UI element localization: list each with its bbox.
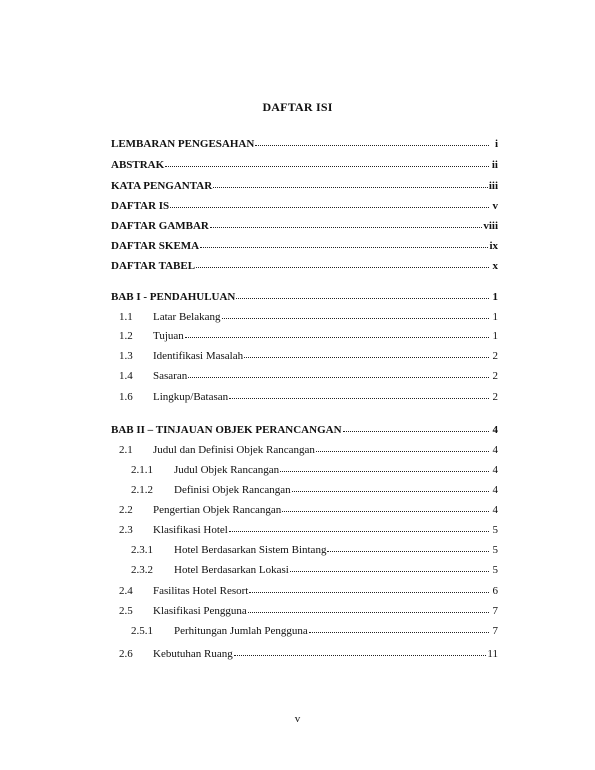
toc-entry-number: 2.3.2 xyxy=(131,564,153,576)
toc-entry-page: viii xyxy=(483,220,498,232)
dot-leader xyxy=(280,462,489,472)
toc-entry-daftar-skema[interactable] xyxy=(111,239,498,253)
dot-leader xyxy=(309,623,489,633)
toc-entry-page: ix xyxy=(489,240,498,252)
toc-entry-page: 1 xyxy=(492,330,498,342)
toc-entry-page: iii xyxy=(488,180,498,192)
toc-entry-page: 4 xyxy=(492,424,498,436)
toc-entry-number: 1.4 xyxy=(119,370,133,382)
toc-entry-label: DAFTAR GAMBAR xyxy=(111,220,209,232)
dot-leader xyxy=(255,136,489,146)
toc-entry-1-6[interactable] xyxy=(119,390,498,404)
dot-leader xyxy=(290,562,489,572)
toc-entry-page: 4 xyxy=(492,464,498,476)
toc-entry-label: Judul dan Definisi Objek Rancangan xyxy=(153,444,315,456)
dot-leader xyxy=(222,309,490,319)
toc-entry-number: 1.3 xyxy=(119,350,133,362)
toc-entry-number: 2.4 xyxy=(119,585,133,597)
toc-entry-number: 2.2 xyxy=(119,504,133,516)
toc-entry-number: 1.6 xyxy=(119,391,133,403)
toc-entry-2-5-1[interactable] xyxy=(131,624,498,638)
toc-entry-1-4[interactable] xyxy=(119,369,498,383)
toc-entry-daftar-gambar[interactable] xyxy=(111,219,498,233)
toc-entry-page: 7 xyxy=(492,605,498,617)
toc-entry-label: Sasaran xyxy=(153,370,188,382)
toc-entry-number: 2.5 xyxy=(119,605,133,617)
toc-entry-abstrak[interactable] xyxy=(111,158,498,172)
toc-entry-page: 2 xyxy=(492,370,498,382)
toc-entry-page: 5 xyxy=(492,544,498,556)
toc-entry-page: x xyxy=(492,260,498,272)
dot-leader xyxy=(343,422,489,432)
toc-entry-daftar-tabel[interactable] xyxy=(111,259,498,273)
toc-entry-page: i xyxy=(494,138,498,150)
dot-leader xyxy=(165,157,489,167)
toc-entry-number: 2.5.1 xyxy=(131,625,153,637)
toc-entry-2-6[interactable] xyxy=(119,647,498,661)
dot-leader xyxy=(229,522,489,532)
dot-leader xyxy=(170,198,489,208)
toc-entry-page: 1 xyxy=(492,291,498,303)
toc-entry-label: Tujuan xyxy=(153,330,184,342)
toc-entry-2-3-1[interactable] xyxy=(131,543,498,557)
toc-entry-label: Latar Belakang xyxy=(153,311,221,323)
toc-entry-label: Definisi Objek Rancangan xyxy=(174,484,291,496)
toc-entry-label: Lingkup/Batasan xyxy=(153,391,229,403)
toc-entry-2-5[interactable] xyxy=(119,604,498,618)
dot-leader xyxy=(196,258,489,268)
toc-entry-2-1[interactable] xyxy=(119,443,498,457)
dot-leader xyxy=(282,502,489,512)
toc-entry-label: Kebutuhan Ruang xyxy=(153,648,233,660)
dot-leader xyxy=(234,646,487,656)
toc-entry-2-2[interactable] xyxy=(119,503,498,517)
toc-entry-page: 1 xyxy=(492,311,498,323)
toc-entry-kata-pengantar[interactable] xyxy=(111,179,498,193)
toc-entry-label: Pengertian Objek Rancangan xyxy=(153,504,282,516)
toc-entry-2-3[interactable] xyxy=(119,523,498,537)
toc-entry-lembaran-pengesahan[interactable] xyxy=(111,137,498,151)
toc-entry-label: Fasilitas Hotel Resort xyxy=(153,585,249,597)
toc-entry-number: 2.3.1 xyxy=(131,544,153,556)
toc-entry-1-3[interactable] xyxy=(119,349,498,363)
dot-leader xyxy=(213,178,488,188)
toc-entry-number: 2.6 xyxy=(119,648,133,660)
dot-leader xyxy=(292,482,489,492)
toc-entry-label: Perhitungan Jumlah Pengguna xyxy=(174,625,308,637)
toc-entry-label: Judul Objek Rancangan xyxy=(174,464,280,476)
dot-leader xyxy=(229,389,489,399)
toc-entry-page: 2 xyxy=(492,391,498,403)
dot-leader xyxy=(327,542,489,552)
toc-entry-page: 4 xyxy=(492,504,498,516)
toc-entry-daftar-isi[interactable] xyxy=(111,199,498,213)
dot-leader xyxy=(210,218,482,228)
toc-entry-page: v xyxy=(492,200,498,212)
toc-entry-label: LEMBARAN PENGESAHAN xyxy=(111,138,255,150)
toc-entry-number: 2.1.2 xyxy=(131,484,153,496)
toc-entry-1-2[interactable] xyxy=(119,329,498,343)
page-title: DAFTAR ISI xyxy=(262,100,333,114)
toc-entry-page: 7 xyxy=(492,625,498,637)
dot-leader xyxy=(244,348,489,358)
toc-entry-2-1-2[interactable] xyxy=(131,483,498,497)
toc-entry-label: Hotel Berdasarkan Lokasi xyxy=(174,564,289,576)
toc-entry-number: 1.1 xyxy=(119,311,133,323)
dot-leader xyxy=(236,289,489,299)
toc-entry-label: ABSTRAK xyxy=(111,159,165,171)
dot-leader xyxy=(316,442,489,452)
toc-entry-label: DAFTAR SKEMA xyxy=(111,240,200,252)
toc-entry-2-1-1[interactable] xyxy=(131,463,498,477)
toc-chapter-2[interactable] xyxy=(111,423,498,437)
toc-entry-label: KATA PENGANTAR xyxy=(111,180,213,192)
dot-leader xyxy=(249,583,489,593)
toc-entry-page: ii xyxy=(491,159,498,171)
dot-leader xyxy=(188,368,489,378)
toc-entry-2-4[interactable] xyxy=(119,584,498,598)
toc-entry-label: BAB I - PENDAHULUAN xyxy=(111,291,236,303)
toc-entry-label: DAFTAR IS xyxy=(111,200,170,212)
toc-entry-page: 5 xyxy=(492,524,498,536)
page-number-footer: v xyxy=(294,713,301,725)
toc-entry-2-3-2[interactable] xyxy=(131,563,498,577)
toc-entry-page: 2 xyxy=(492,350,498,362)
toc-entry-label: DAFTAR TABEL xyxy=(111,260,196,272)
toc-entry-number: 2.3 xyxy=(119,524,133,536)
toc-entry-label: Hotel Berdasarkan Sistem Bintang xyxy=(174,544,327,556)
toc-chapter-1[interactable] xyxy=(111,290,498,304)
toc-entry-page: 4 xyxy=(492,444,498,456)
toc-entry-page: 6 xyxy=(492,585,498,597)
dot-leader xyxy=(248,603,489,613)
toc-entry-label: Klasifikasi Pengguna xyxy=(153,605,247,617)
toc-entry-number: 2.1 xyxy=(119,444,133,456)
toc-entry-label: Identifikasi Masalah xyxy=(153,350,244,362)
toc-entry-1-1[interactable] xyxy=(119,310,498,324)
toc-entry-label: Klasifikasi Hotel xyxy=(153,524,228,536)
dot-leader xyxy=(200,238,488,248)
toc-entry-number: 2.1.1 xyxy=(131,464,153,476)
toc-entry-page: 4 xyxy=(492,484,498,496)
toc-entry-label: BAB II – TINJAUAN OBJEK PERANCANGAN xyxy=(111,424,342,436)
toc-entry-number: 1.2 xyxy=(119,330,133,342)
toc-entry-page: 5 xyxy=(492,564,498,576)
dot-leader xyxy=(185,328,489,338)
toc-entry-page: 11 xyxy=(487,648,498,660)
